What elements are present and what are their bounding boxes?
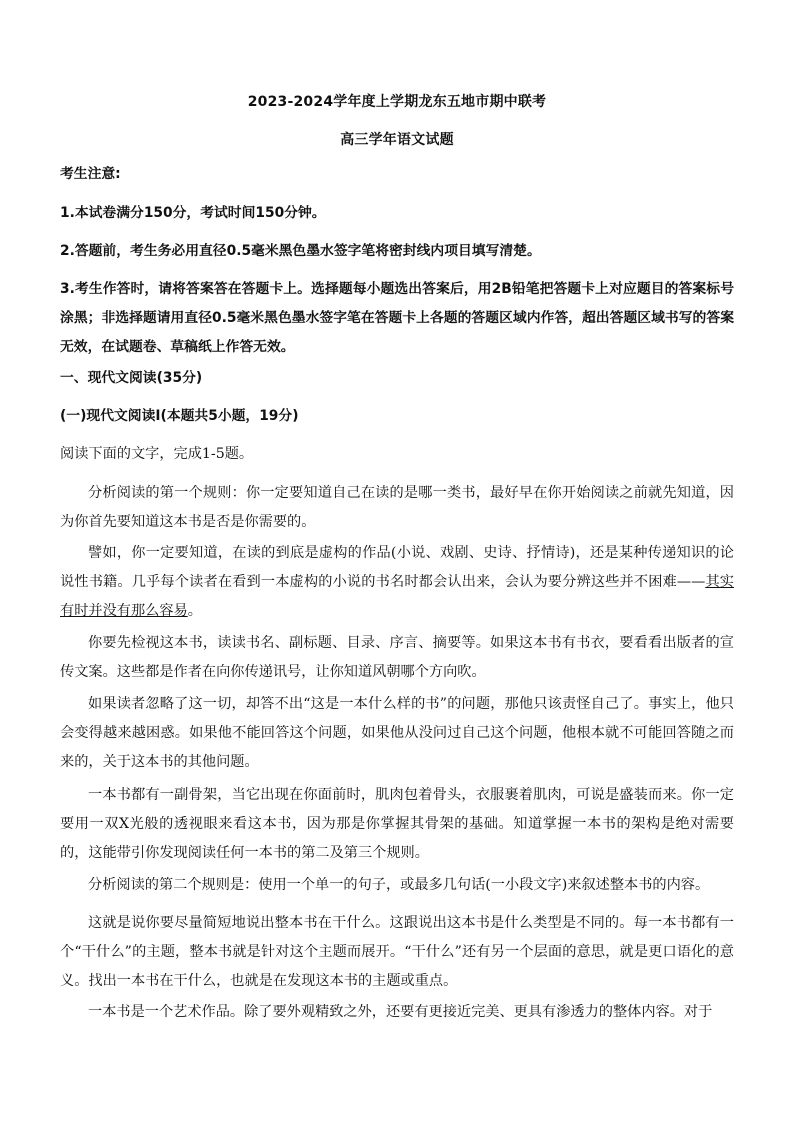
subject-title: 高三学年语文试题 [340, 132, 454, 148]
passage-paragraph-5: 一本书都有一副骨架，当它出现在你面前时，肌肉包着骨头，衣服裹着肌肉，可说是盛装而来。你一定要用一双X光般的透视眼来看这本书，因为那是你掌握其骨架的基础。知道掌握一本书的架构是绝对需要的，这能带引你发现阅读任何一本书的第二及第三个规则。 [60, 787, 734, 861]
notice-item-3: 3.考生作答时，请将答案答在答题卡上。选择题每小题选出答案后，用2B铅笔把答题卡上对应题目的答案标号涂黑；非选择题请用直径0.5毫米黑色墨水签字笔在答题卡上各题的答题区域内作答，超出答题区域书写的答案无效，在试题卷、草稿纸上作答无效。 [60, 281, 734, 355]
notice-item-2: 2.答题前，考生务必用直径0.5毫米黑色墨水签字笔将密封线内项目填写清楚。 [60, 243, 541, 259]
passage-paragraph-1: 分析阅读的第一个规则：你一定要知道自己在读的是哪一类书，最好早在你开始阅读之前就先知道，因为你首先要知道这本书是否是你需要的。 [60, 485, 734, 530]
notice-heading: 考生注意: [60, 166, 121, 182]
section-heading: 一、现代文阅读(35分) [60, 370, 203, 386]
passage-paragraph-8: 一本书是一个艺术作品。除了要外观精致之外，还要有更接近完美、更具有渗透力的整体内容。对于 [88, 1004, 713, 1020]
subsection-heading: (一)现代文阅读Ⅰ(本题共5小题，19分) [60, 408, 299, 424]
notice-item-1: 1.本试卷满分150分，考试时间150分钟。 [60, 205, 326, 221]
paragraph-2-end: 。 [187, 603, 202, 619]
paragraph-2-text: 譬如，你一定要知道，在读的到底是虚构的作品(小说、戏剧、史诗、抒情诗)，还是某种传递知识的论说性书籍。几乎每个读者在看到一本虚构的小说的书名时都会认出来，会认为要分辨这些并不困难—— [60, 545, 734, 590]
exam-title: 2023-2024学年度上学期龙东五地市期中联考 [247, 94, 547, 110]
passage-paragraph-6: 分析阅读的第二个规则是：使用一个单一的句子，或最多几句话(一小段文字)来叙述整本书的内容。 [88, 877, 710, 893]
reading-instruction: 阅读下面的文字，完成1-5题。 [60, 446, 254, 462]
passage-paragraph-7: 这就是说你要尽量简短地说出整本书在干什么。这跟说出这本书是什么类型是不同的。每一本书都有一个“干什么”的主题，整本书就是针对这个主题而展开。“干什么”还有另一个层面的意思，就是更口语化的意义。找出一本书在干什么，也就是在发现这本书的主题或重点。 [60, 915, 734, 989]
passage-paragraph-4: 如果读者忽略了这一切，却答不出“这是一本什么样的书”的问题，那他只该责怪自己了。事实上，他只会变得越来越困惑。如果他不能回答这个问题，如果他从没问过自己这个问题，他根本就不可能回答随之而来的，关于这本书的其他问题。 [60, 696, 734, 770]
passage-paragraph-3: 你要先检视这本书，读读书名、副标题、目录、序言、摘要等。如果这本书有书衣，要看看出版者的宣传文案。这些都是作者在向你传递讯号，让你知道风朝哪个方向吹。 [60, 635, 734, 680]
passage-paragraph-2 [60, 539, 734, 626]
underlined-phrase: 其实有时并没有那么容易 [60, 574, 734, 619]
